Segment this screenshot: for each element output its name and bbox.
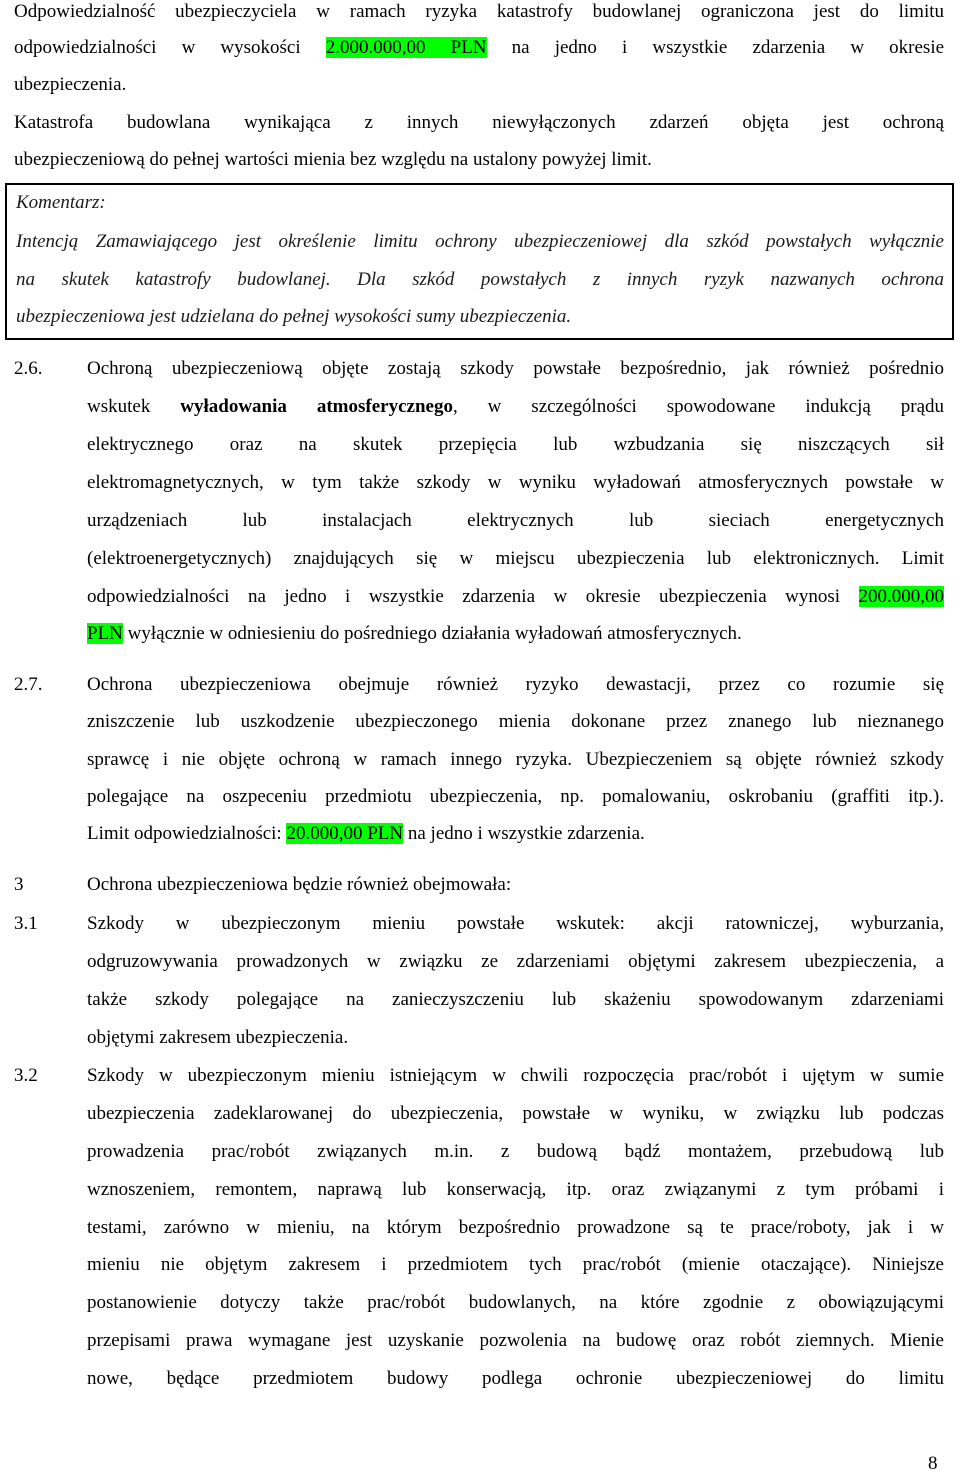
page-number: 8 — [928, 1453, 938, 1474]
text-line: zniszczenie lub uszkodzenie ubezpieczonego mienia dokonane przez znanego lub nieznanego — [87, 711, 944, 732]
text-line: ubezpieczenia zadeklarowanej do ubezpieczenia, powstałe w wyniku, w związku lub podczas — [87, 1103, 944, 1124]
text-line: elektrycznego oraz na skutek przepięcia lub wzbudzania się niszczących sił — [87, 434, 944, 455]
comment-heading: Komentarz: — [16, 192, 106, 213]
text-line — [87, 615, 944, 653]
text-line: nowe, będące przedmiotem budowy podlega ochronie ubezpieczeniowej do limitu — [87, 1368, 944, 1389]
text-line: sprawcę i nie objęte ochroną w ramach innego ryzyka. Ubezpieczeniem są objęte również szkody — [87, 749, 944, 770]
limit-highlight: 20.000,00 PLN — [286, 823, 404, 844]
text-line: ubezpieczenia. — [14, 74, 127, 95]
text-span: odpowiedzialności na jedno i wszystkie zdarzenia w okresie ubezpieczenia wynosi — [87, 586, 841, 607]
section-number: 3 — [14, 874, 24, 895]
text-line — [87, 815, 944, 853]
text-line: Ochroną ubezpieczeniową objęte zostają szkody powstałe bezpośrednio, jak również pośrednio — [87, 358, 944, 379]
text-line: także szkody polegające na zanieczyszczeniu lub skażeniu spowodowanym zdarzeniami — [87, 989, 944, 1010]
text-line: ubezpieczeniową do pełnej wartości mienia bez względu na ustalony powyżej limit. — [14, 149, 652, 170]
text-span: na jedno i wszystkie zdarzenia w okresie — [511, 37, 945, 58]
comment-line: ubezpieczeniowa jest udzielana do pełnej wysokości sumy ubezpieczenia. — [16, 306, 572, 327]
text-span: na jedno i wszystkie zdarzenia. — [407, 823, 645, 844]
text-line: Ochrona ubezpieczeniowa obejmuje również ryzyko dewastacji, przez co rozumie się — [87, 674, 944, 695]
text-line — [87, 578, 944, 616]
section-number: 3.1 — [14, 913, 38, 934]
section-number: 2.7. — [14, 674, 43, 695]
limit-highlight: PLN — [87, 623, 123, 644]
text-line: Katastrofa budowlana wynikająca z innych niewyłączonych zdarzeń objęta jest ochroną — [14, 112, 944, 133]
section-number: 3.2 — [14, 1065, 38, 1086]
text-line: postanowienie dotyczy także prac/robót budowlanych, na które zgodnie z obowiązującymi — [87, 1292, 944, 1313]
text-line — [14, 29, 944, 67]
text-line: urządzeniach lub instalacjach elektrycznych lub sieciach energetycznych — [87, 510, 944, 531]
text-line: Szkody w ubezpieczonym mieniu powstałe wskutek: akcji ratowniczej, wyburzania, — [87, 913, 944, 934]
bold-term: wyładowania atmosferycznego — [180, 396, 453, 417]
text-line: objętymi zakresem ubezpieczenia. — [87, 1027, 349, 1048]
text-line: Odpowiedzialność ubezpieczyciela w ramach ryzyka katastrofy budowlanej ograniczona jest do limitu — [14, 1, 944, 22]
text-line — [87, 388, 944, 426]
text-span: Limit odpowiedzialności: — [87, 823, 282, 844]
text-line: polegające na oszpeceniu przedmiotu ubezpieczenia, np. pomalowaniu, oskrobaniu (graffiti itp.). — [87, 786, 944, 807]
text-line: Szkody w ubezpieczonym mieniu istniejącym w chwili rozpoczęcia prac/robót i ujętym w sumie — [87, 1065, 944, 1086]
comment-box — [5, 183, 954, 340]
limit-highlight: 200.000,00 — [858, 586, 944, 607]
text-span: odpowiedzialności w wysokości — [14, 37, 301, 58]
text-line: prowadzenia prac/robót związanych m.in. z budową bądź montażem, przebudową lub — [87, 1141, 944, 1162]
text-span: , w szczególności spowodowane indukcją prądu — [452, 396, 944, 417]
text-line: (elektroenergetycznych) znajdujących się w miejscu ubezpieczenia lub elektronicznych. Limit — [87, 548, 944, 569]
text-line: mieniu nie objętym zakresem i przedmiotem tych prac/robót (mienie otaczające). Niniejsze — [87, 1254, 944, 1275]
text-line: testami, zarówno w mieniu, na którym bezpośrednio prowadzone są te prace/roboty, jak i w — [87, 1217, 944, 1238]
limit-highlight: 2.000.000,00 PLN — [325, 37, 487, 58]
text-span: wyłącznie w odniesieniu do pośredniego działania wyładowań atmosferycznych. — [127, 623, 742, 644]
comment-line: na skutek katastrofy budowlanej. Dla szkód powstałych z innych ryzyk nazwanych ochrona — [16, 269, 944, 290]
text-span: wskutek — [87, 396, 151, 417]
section-number: 2.6. — [14, 358, 43, 379]
text-line: Ochrona ubezpieczeniowa będzie również obejmowała: — [87, 874, 512, 895]
text-line: przepisami prawa wymagane jest uzyskanie pozwolenia na budowę oraz robót ziemnych. Mienie — [87, 1330, 944, 1351]
text-line: wznoszeniem, remontem, naprawą lub konserwacją, itp. oraz związanymi z tym próbami i — [87, 1179, 944, 1200]
text-line: elektromagnetycznych, w tym także szkody w wyniku wyładowań atmosferycznych powstałe w — [87, 472, 944, 493]
comment-line: Intencją Zamawiającego jest określenie limitu ochrony ubezpieczeniowej dla szkód powstałych wyłącznie — [16, 231, 944, 252]
text-line: odgruzowywania prowadzonych w związku ze zdarzeniami objętymi zakresem ubezpieczenia, a — [87, 951, 944, 972]
